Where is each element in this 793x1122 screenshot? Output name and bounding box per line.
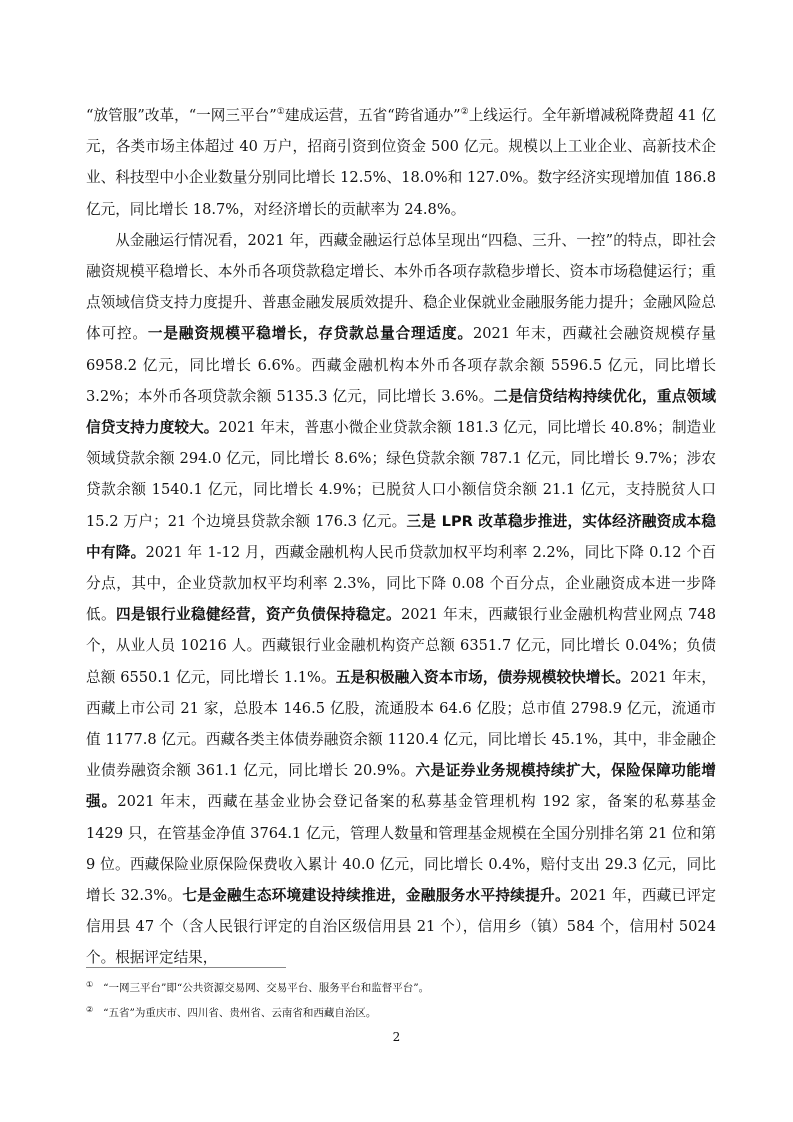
- bold-heading-run: 七是金融生态环境建设持续推进，金融服务水平持续提升。: [182, 887, 570, 905]
- footnote-1-mark: ①: [86, 980, 94, 989]
- bold-heading-run: 三是 LPR 改革稳步推进，实体经济融资成本稳中有降。: [86, 512, 716, 561]
- text-run: 2021 年末，西藏银行业金融机构营业网点 748 个，从业人员 10216 人。西藏银行业金融机构资产总额 6351.7 亿元，同比增长 0.04%；负债总额 6550.1 亿元，同比增长 1.1%。: [86, 606, 716, 686]
- paragraph-financial-operation: [86, 225, 716, 974]
- text-run: “放管服”改革，“一网三平台”: [86, 107, 277, 124]
- footnote-2: [86, 1005, 726, 1021]
- footnote-ref: ①: [276, 107, 285, 117]
- paragraph-reform-summary: [86, 100, 716, 225]
- text-run: 2021 年末，普惠小微企业贷款余额 181.3 亿元，同比增长 40.8%；制造业领域贷款余额 294.0 亿元，同比增长 8.6%；绿色贷款余额 787.1 亿元，同比增长 9.7%；涉农贷款余额 1540.1 亿元，同比增长 4.9%；已脱贫人口小额信贷余额 21.1 亿元，支持脱贫人口 15.2 万户；21 个边境县贷款余额 176.3 亿元。: [86, 419, 716, 530]
- text-run: 2021 年，西藏已评定信用县 47 个（含人民银行评定的自治区级信用县 21 个），信用乡（镇）584 个，信用村 5024 个。根据评定结果，: [86, 887, 716, 967]
- bold-heading-run: 六是证券业务规模持续扩大，保险保障功能增强。: [86, 762, 716, 811]
- bold-heading-run: 二是信贷结构持续优化，重点领域信贷支持力度较大。: [86, 387, 716, 437]
- text-run: 2021 年末，西藏在基金业协会登记备案的私募基金管理机构 192 家，备案的私募基金 1429 只，在管基金净值 3764.1 亿元，管理人数量和管理基金规模在全国分别排名第 21 位和第 9 位。西藏保险业原保险保费收入累计 40.0 亿元，同比增长 0.4%，赔付支出 29.3 亿元，同比增长 32.3%。: [86, 793, 716, 905]
- footnote-1: [86, 980, 726, 996]
- bold-heading-run: 五是积极融入资本市场，债券规模较快增长。: [335, 668, 631, 686]
- bold-heading-run: 一是融资规模平稳增长，存贷款总量合理适度。: [147, 325, 473, 343]
- text-run: 建成运营，五省“跨省通办”: [284, 107, 461, 124]
- footnote-divider: [86, 967, 286, 968]
- page-number: 2: [392, 1030, 401, 1044]
- text-run: 2021 年末，西藏上市公司 21 家，总股本 146.5 亿股，流通股本 64.6 亿股；总市值 2798.9 亿元，流通市值 1177.8 亿元。西藏各类主体债券融资余额 1120.4 亿元，同比增长 45.1%，其中，非金融企业债券融资余额 361.1 亿元，同比增长 20.9%。: [86, 668, 716, 780]
- footnote-2-mark: ②: [86, 1005, 94, 1014]
- text-run: 从金融运行情况看，2021 年，西藏金融运行总体呈现出“四稳、三升、一控”的特点，即社会融资规模平稳增长、本外币各项贷款稳定增长、本外币各项存款稳步增长、资本市场稳健运行；重点领域信贷支持力度提升、普惠金融发展质效提升、稳企业保就业金融服务能力提升；金融风险总体可控。: [86, 231, 716, 343]
- text-run: 2021 年末，西藏社会融资规模存量 6958.2 亿元，同比增长 6.6%。西藏金融机构本外币各项存款余额 5596.5 亿元，同比增长 3.2%；本外币各项贷款余额 5135.3 亿元，同比增长 3.6%。: [86, 325, 716, 405]
- document-body: [86, 100, 716, 974]
- text-run: 2021 年 1-12 月，西藏金融机构人民币贷款加权平均利率 2.2%，同比下降 0.12 个百分点，其中，企业贷款加权平均利率 2.3%，同比下降 0.08 个百分点，企业融资成本进一步降低。: [86, 543, 716, 624]
- bold-heading-run: 四是银行业稳健经营，资产负债保持稳定。: [116, 606, 401, 624]
- text-run: 上线运行。全年新增减税降费超 41 亿元，各类市场主体超过 40 万户，招商引资到位资金 500 亿元。规模以上工业企业、高新技术企业、科技型中小企业数量分别同比增长 12.5%、18.0%和 127.0%。数字经济实现增加值 186.8 亿元，同比增长 18.7%，对经济增长的贡献率为 24.8%。: [86, 107, 716, 218]
- footnotes: [86, 980, 726, 1030]
- footnote-ref: ②: [460, 107, 469, 117]
- footnote-2-text: “五省”为重庆市、四川省、贵州省、云南省和西藏自治区。: [103, 1007, 377, 1019]
- footnote-1-text: “一网三平台”即“公共资源交易网、交易平台、服务平台和监督平台”。: [103, 982, 430, 994]
